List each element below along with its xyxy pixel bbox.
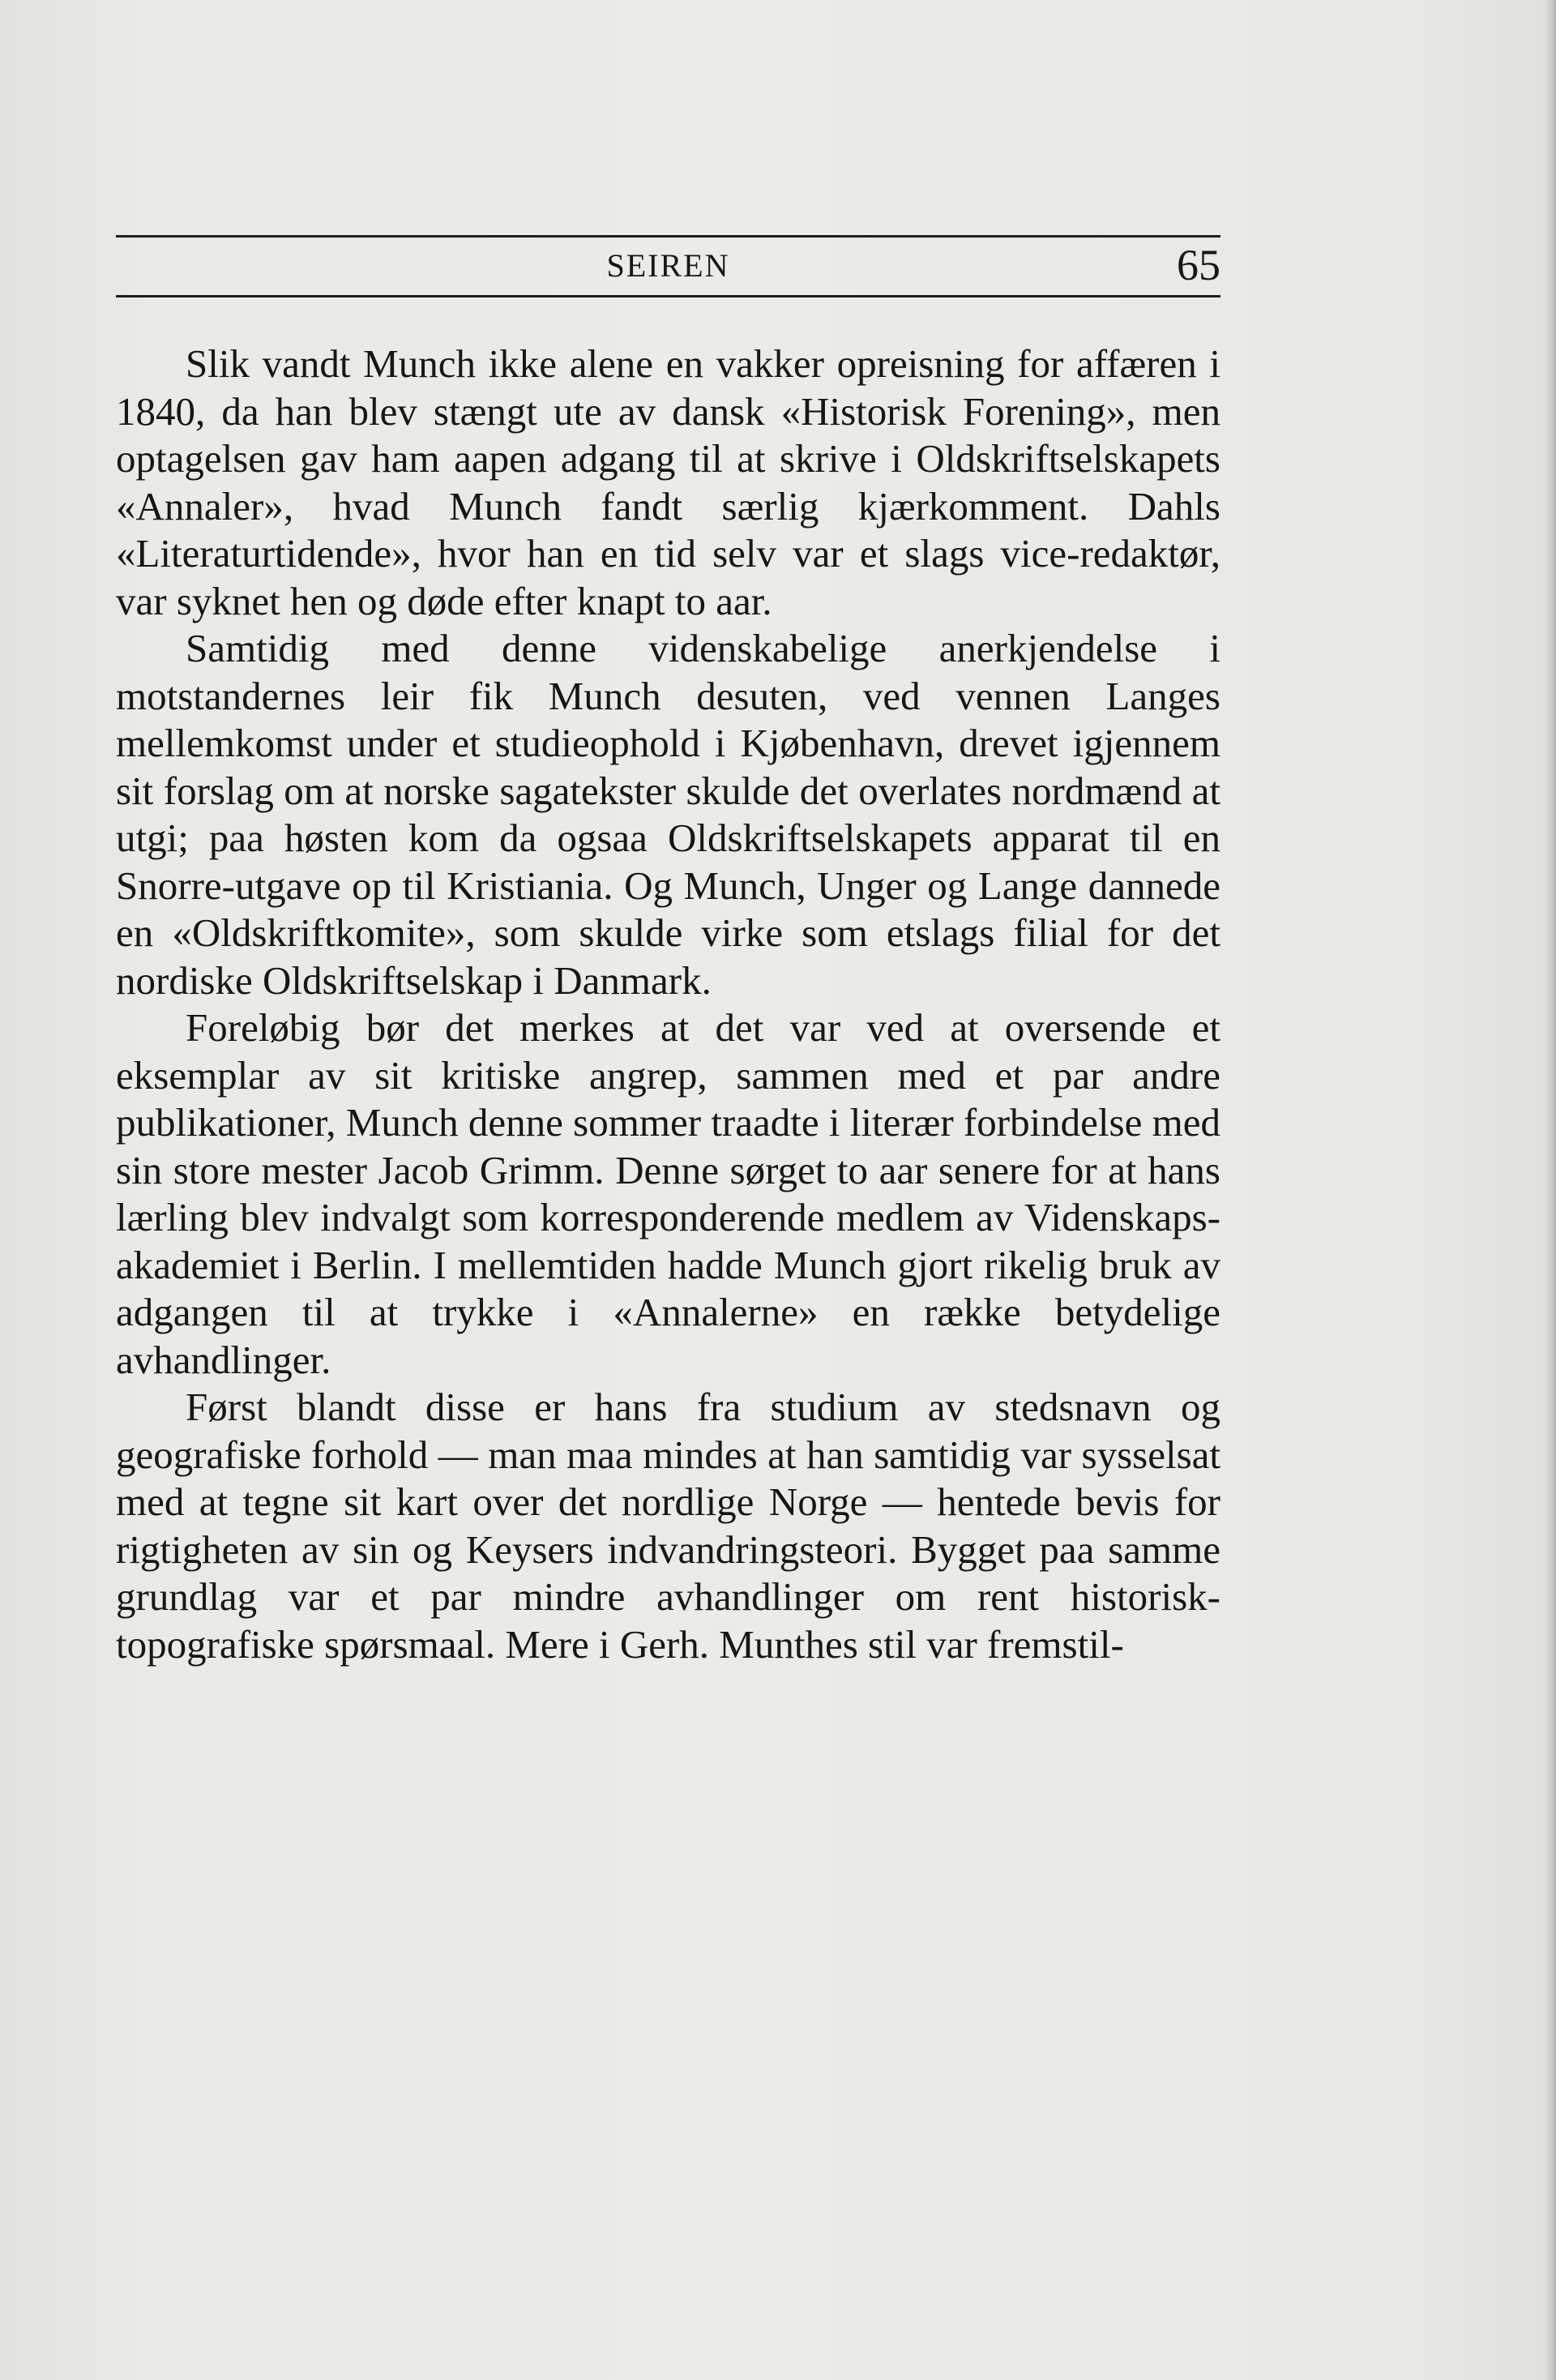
header-rule-top xyxy=(116,235,1220,238)
paragraph: Foreløbig bør det merkes at det var ved at oversende et eksemplar av sit kritiske angrep, sammen med et par andre publikationer, Munch denne sommer traadte i literær forbindelse med sin store mester Jacob Grimm. Denne sørget to aar senere for at hans lærling blev indvalgt som korresponderende medlem av Videnskaps-akademiet i Berlin. I mellemtiden hadde Munch gjort rikelig bruk av adgangen til at trykke i «Annalerne» en række betydelige avhandlinger. xyxy=(116,1005,1220,1382)
running-title: SEIREN xyxy=(606,247,730,284)
page-header xyxy=(116,235,1220,298)
paragraph: Først blandt disse er hans fra studium av stedsnavn og geografiske forhold — man maa mindes at han samtidig var sysselsat med at tegne sit kart over det nordlige Norge — hentede bevis for rigtigheten av sin og Keysers indvandringsteori. Bygget paa samme grundlag var et par mindre avhandlinger om rent historisk-topografiske spørsmaal. Mere i Gerh. Munthes stil var fremstil- xyxy=(116,1385,1220,1667)
header-rule-bottom xyxy=(116,295,1220,298)
body-text xyxy=(116,340,1220,1668)
page-number: 65 xyxy=(1177,241,1220,289)
page-edge-shadow xyxy=(1545,0,1556,2380)
paragraph: Samtidig med denne videnskabelige anerkjendelse i motstandernes leir fik Munch desuten, ved vennen Langes mellemkomst under et studieophold i Kjøbenhavn, drevet igjennem sit forslag om at norske sagatekster skulde det overlates nordmænd at utgi; paa høsten kom da ogsaa Oldskriftselskapets apparat til en Snorre-utgave op til Kristiania. Og Munch, Unger og Lange dannede en «Oldskriftkomite», som skulde virke som etslags filial for det nordiske Oldskriftselskap i Danmark. xyxy=(116,626,1220,1003)
paragraph: Slik vandt Munch ikke alene en vakker opreisning for affæren i 1840, da han blev stængt ute av dansk «Historisk Forening», men optagelsen gav ham aapen adgang til at skrive i Oldskriftselskapets «Annaler», hvad Munch fandt særlig kjærkomment. Dahls «Literaturtidende», hvor han en tid selv var et slags vice-redaktør, var syknet hen og døde efter knapt to aar. xyxy=(116,341,1220,623)
